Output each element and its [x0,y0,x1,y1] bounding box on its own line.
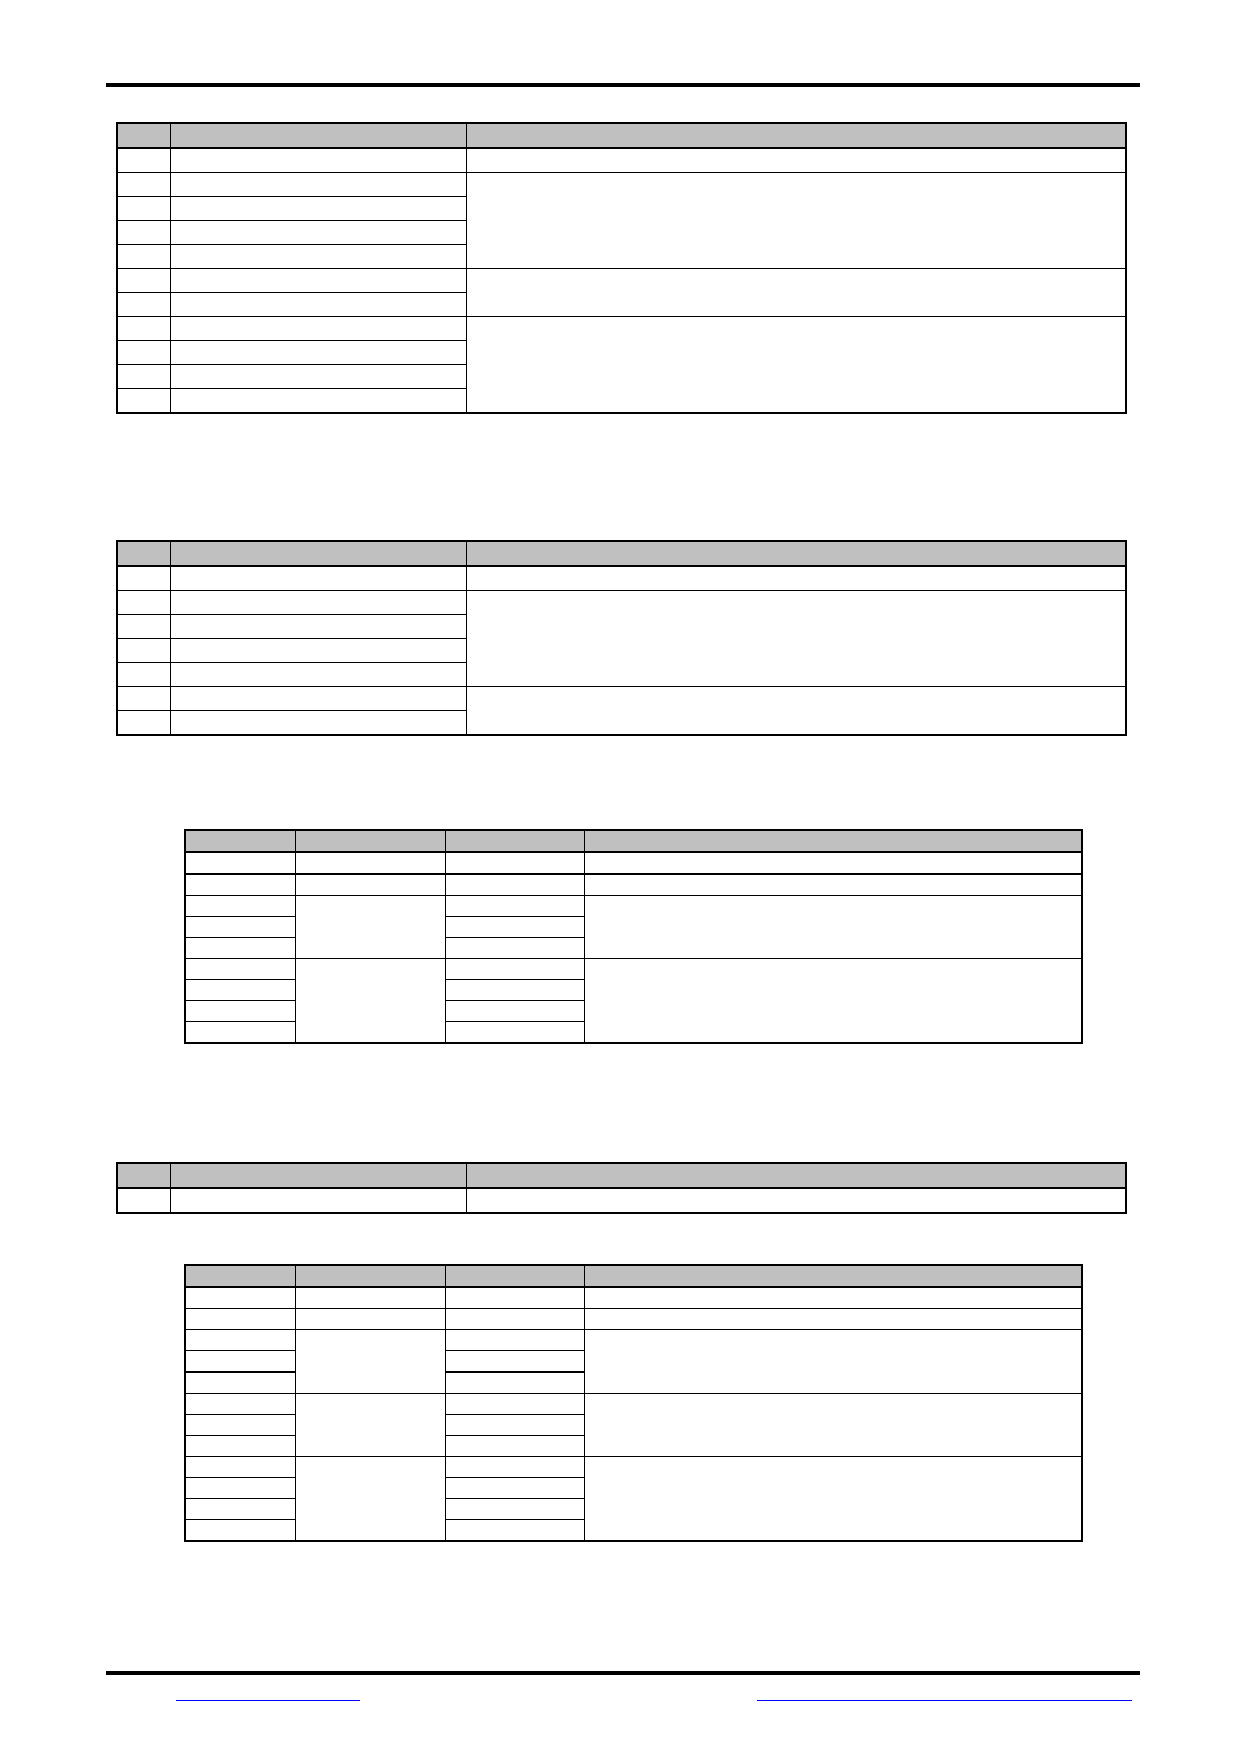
cell-name [170,389,466,414]
cell-c [445,1022,584,1044]
cell-c [445,1415,584,1436]
cell-description [466,148,1126,173]
header-cell-description [466,123,1126,148]
cell-d [584,874,1082,896]
cell-number [117,317,170,341]
cell-description [466,566,1126,591]
cell-a [185,1001,295,1022]
table-4 [116,1162,1127,1214]
cell-name [170,245,466,269]
cell-d [584,852,1082,874]
cell-a [185,1394,295,1415]
cell-c [445,1394,584,1415]
cell-name [170,639,466,663]
cell-c [445,938,584,959]
cell-c [445,1372,584,1394]
cell-b [295,852,445,874]
cell-a [185,1309,295,1330]
table-header-row [117,123,1126,148]
header-cell-description [466,541,1126,566]
cell-a [185,852,295,874]
cell-name [170,317,466,341]
cell-description [466,1188,1126,1213]
cell-d [584,959,1082,1044]
footer-link-right[interactable] [757,1686,1132,1701]
cell-c [445,852,584,874]
header-cell-1 [185,1265,295,1287]
cell-name [170,341,466,365]
table-row [185,1457,1082,1478]
cell-c [445,917,584,938]
cell-c [445,959,584,980]
cell-name [170,566,466,591]
cell-a [185,1436,295,1457]
cell-c [445,1478,584,1499]
cell-d [584,1287,1082,1309]
cell-number [117,639,170,663]
cell-b [295,1330,445,1394]
cell-number [117,197,170,221]
cell-name [170,173,466,197]
cell-description [466,317,1126,414]
table-row [185,1287,1082,1309]
cell-a [185,1351,295,1373]
cell-number [117,615,170,639]
cell-a [185,896,295,917]
cell-a [185,874,295,896]
table-row [185,1309,1082,1330]
cell-a [185,1415,295,1436]
table-row [117,317,1126,341]
table-row [117,687,1126,711]
cell-number [117,389,170,414]
header-cell-3 [445,1265,584,1287]
cell-number [117,687,170,711]
table-1 [116,122,1127,414]
cell-d [584,1394,1082,1457]
cell-number [117,245,170,269]
cell-c [445,1287,584,1309]
cell-description [466,687,1126,736]
cell-c [445,1330,584,1351]
cell-a [185,917,295,938]
cell-a [185,959,295,980]
cell-a [185,1287,295,1309]
cell-c [445,1457,584,1478]
cell-number [117,566,170,591]
table-row [185,959,1082,980]
cell-a [185,1022,295,1044]
table-row [185,896,1082,917]
footer-rule [106,1671,1140,1675]
cell-c [445,1499,584,1520]
cell-c [445,1309,584,1330]
cell-name [170,293,466,317]
cell-b [295,1309,445,1330]
cell-number [117,591,170,615]
cell-name [170,221,466,245]
cell-number [117,711,170,736]
footer-link-left[interactable] [176,1686,360,1701]
header-cell-4 [584,830,1082,852]
cell-number [117,148,170,173]
cell-number [117,341,170,365]
header-rule [106,83,1140,87]
cell-b [295,1287,445,1309]
cell-c [445,1351,584,1373]
table-row [117,148,1126,173]
cell-name [170,269,466,293]
table-row [185,874,1082,896]
table-header-row [185,830,1082,852]
cell-number [117,1188,170,1213]
cell-a [185,980,295,1001]
cell-c [445,1001,584,1022]
header-cell-number [117,123,170,148]
cell-b [295,959,445,1044]
table-row [117,1188,1126,1213]
header-cell-number [117,1163,170,1188]
table-row [117,566,1126,591]
cell-d [584,1309,1082,1330]
table-header-row [117,541,1126,566]
table-row [185,1330,1082,1351]
header-cell-name [170,541,466,566]
cell-description [466,173,1126,269]
cell-name [170,1188,466,1213]
cell-a [185,1499,295,1520]
cell-b [295,1394,445,1457]
header-cell-description [466,1163,1126,1188]
cell-a [185,1520,295,1542]
cell-name [170,148,466,173]
header-cell-1 [185,830,295,852]
cell-c [445,1436,584,1457]
cell-b [295,874,445,896]
cell-name [170,591,466,615]
cell-number [117,293,170,317]
header-cell-2 [295,830,445,852]
cell-c [445,896,584,917]
table-row [117,591,1126,615]
cell-c [445,1520,584,1542]
header-cell-3 [445,830,584,852]
cell-name [170,687,466,711]
cell-d [584,1457,1082,1542]
table-5 [184,1264,1083,1542]
header-cell-name [170,1163,466,1188]
cell-number [117,269,170,293]
table-3 [184,829,1083,1044]
table-row [117,269,1126,293]
header-cell-number [117,541,170,566]
cell-d [584,1330,1082,1394]
cell-a [185,1330,295,1351]
cell-number [117,221,170,245]
table-row [117,173,1126,197]
cell-number [117,663,170,687]
cell-b [295,896,445,959]
cell-name [170,615,466,639]
cell-b [295,1457,445,1542]
cell-d [584,896,1082,959]
cell-name [170,365,466,389]
cell-a [185,1372,295,1394]
cell-a [185,938,295,959]
table-2 [116,540,1127,736]
cell-a [185,1478,295,1499]
header-cell-name [170,123,466,148]
cell-number [117,365,170,389]
table-row [185,1394,1082,1415]
header-cell-2 [295,1265,445,1287]
table-row [185,852,1082,874]
cell-c [445,980,584,1001]
table-header-row [185,1265,1082,1287]
header-cell-4 [584,1265,1082,1287]
cell-a [185,1457,295,1478]
cell-name [170,663,466,687]
cell-description [466,269,1126,317]
cell-number [117,173,170,197]
table-header-row [117,1163,1126,1188]
cell-name [170,711,466,736]
cell-description [466,591,1126,687]
cell-name [170,197,466,221]
cell-c [445,874,584,896]
